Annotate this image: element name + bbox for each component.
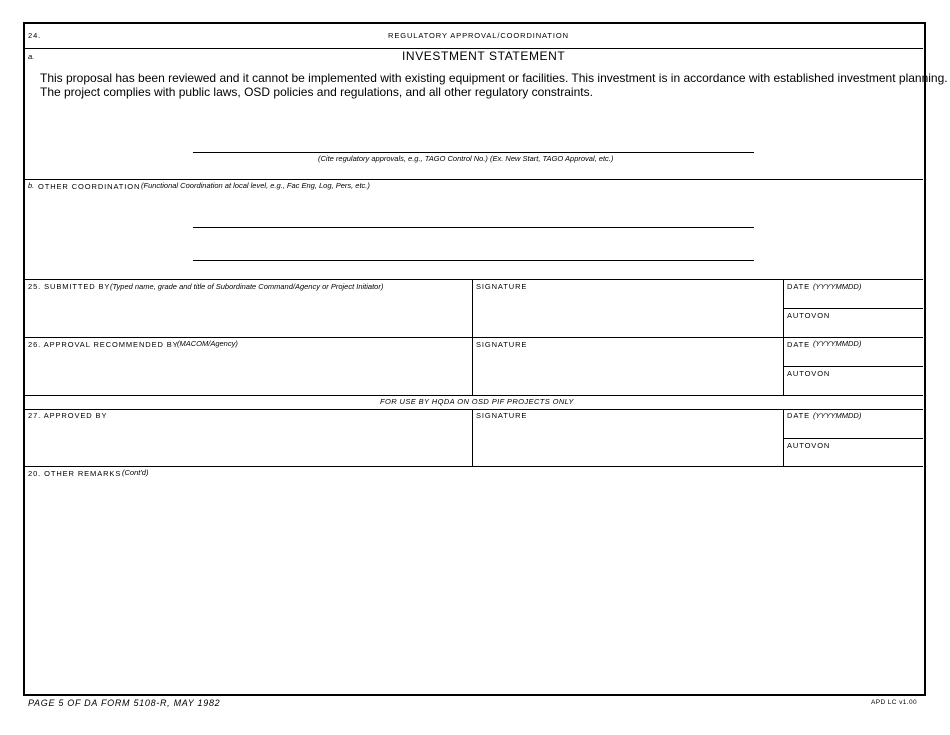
submitted-autovon-label: AUTOVON bbox=[787, 311, 831, 320]
submitted-date-format: (YYYYMMDD) bbox=[813, 282, 862, 291]
other-remarks-label: 20. OTHER REMARKS bbox=[28, 469, 122, 478]
section-24b-label: b. bbox=[28, 181, 35, 190]
column-divider bbox=[472, 338, 473, 395]
approved-signature-label: SIGNATURE bbox=[476, 411, 528, 420]
divider bbox=[24, 179, 923, 180]
column-divider bbox=[472, 410, 473, 466]
section-24-number: 24. bbox=[28, 31, 42, 40]
hqda-note: FOR USE BY HQDA ON OSD PIF PROJECTS ONLY bbox=[380, 397, 574, 406]
divider bbox=[24, 279, 923, 280]
submitted-by-label: 25. SUBMITTED BY bbox=[28, 282, 111, 291]
divider bbox=[24, 395, 923, 396]
column-divider bbox=[472, 280, 473, 337]
recommended-date-format: (YYYYMMDD) bbox=[813, 339, 862, 348]
divider bbox=[24, 409, 923, 410]
recommended-autovon-label: AUTOVON bbox=[787, 369, 831, 378]
investment-statement-line-1: This proposal has been reviewed and it cannot be implemented with existing equipment or facilities. This investment is in accordance with established investment planning. bbox=[40, 71, 948, 85]
submitted-date-label: DATE bbox=[787, 282, 811, 291]
other-remarks-field[interactable] bbox=[26, 480, 920, 688]
section-24-title: REGULATORY APPROVAL/COORDINATION bbox=[388, 31, 569, 40]
investment-statement-line-2: The project complies with public laws, OSD policies and regulations, and all other regulatory constraints. bbox=[40, 85, 593, 99]
submitted-signature-label: SIGNATURE bbox=[476, 282, 528, 291]
approved-date-format: (YYYYMMDD) bbox=[813, 411, 862, 420]
divider bbox=[784, 366, 923, 367]
approval-recommended-label: 26. APPROVAL RECOMMENDED BY bbox=[28, 340, 179, 349]
divider bbox=[784, 438, 923, 439]
recommended-date-label: DATE bbox=[787, 340, 811, 349]
divider bbox=[784, 308, 923, 309]
other-coordination-input-line-2[interactable] bbox=[193, 260, 754, 261]
other-remarks-hint: (Cont'd) bbox=[122, 468, 149, 477]
divider bbox=[24, 337, 923, 338]
submitted-by-hint: (Typed name, grade and title of Subordinate Command/Agency or Project Initiator) bbox=[110, 282, 384, 291]
cite-approvals-caption: (Cite regulatory approvals, e.g., TAGO Control No.) (Ex. New Start, TAGO Approval, etc.) bbox=[318, 154, 614, 163]
footer-form-id: PAGE 5 OF DA FORM 5108-R, MAY 1982 bbox=[28, 698, 221, 708]
recommended-signature-label: SIGNATURE bbox=[476, 340, 528, 349]
section-24a-label: a. bbox=[28, 52, 35, 61]
other-coordination-hint: (Functional Coordination at local level, e.g., Fac Eng, Log, Pers, etc.) bbox=[141, 181, 370, 190]
investment-statement-heading: INVESTMENT STATEMENT bbox=[402, 49, 566, 63]
approved-date-label: DATE bbox=[787, 411, 811, 420]
divider bbox=[24, 466, 923, 467]
other-coordination-input-line-1[interactable] bbox=[193, 227, 754, 228]
footer-version: APD LC v1.00 bbox=[871, 699, 917, 706]
other-coordination-title: OTHER COORDINATION bbox=[38, 182, 141, 191]
approval-recommended-hint: (MACOM/Agency) bbox=[177, 339, 238, 348]
approved-autovon-label: AUTOVON bbox=[787, 441, 831, 450]
cite-approvals-input-line[interactable] bbox=[193, 152, 754, 153]
approved-by-label: 27. APPROVED BY bbox=[28, 411, 108, 420]
